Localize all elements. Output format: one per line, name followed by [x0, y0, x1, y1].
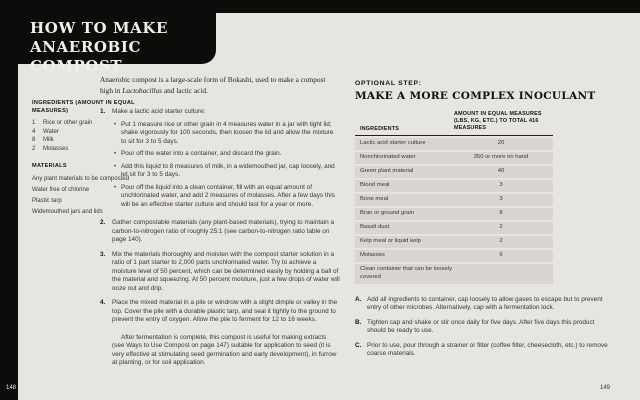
bullet-item: [112, 150, 340, 159]
note-text: Prior to use, pour through a strainer or filter (coffee filter, cheesecloth, etc.) to remove coarse materials.: [367, 341, 608, 358]
table-header-ingredients: INGREDIENTS: [360, 126, 400, 132]
optional-step-column: [355, 80, 615, 365]
table-row: [355, 166, 553, 179]
step-body: [112, 299, 340, 325]
step-number: 2.: [100, 219, 106, 226]
closing-paragraph: After fermentation is complete, this compost is useful for making extracts (see Ways to Use Compost on page 147) suitable for application to seed (it is very effective at stimulating seed germination and early development), in furrow at planting, or for soil application.: [112, 333, 337, 366]
step-number: 4.: [100, 299, 106, 306]
page-title-line1: HOW TO MAKE: [30, 19, 169, 37]
page-number-left: 148: [6, 385, 17, 391]
table-row: [355, 152, 553, 165]
cell-amount: 20: [497, 140, 505, 146]
note-a: [355, 296, 615, 313]
instructions-column: [100, 74, 340, 368]
cell-ingredient: Molasses: [360, 252, 385, 258]
table-row: [355, 250, 553, 263]
step-2: [100, 219, 340, 245]
ingredient-name: Milk: [43, 137, 54, 143]
cell-amount: 350 or more on hand: [473, 154, 529, 160]
bullet-item: [112, 184, 340, 210]
lettered-notes: [355, 296, 615, 360]
note-letter: A.: [355, 295, 362, 303]
cell-ingredient: Bone meal: [360, 196, 389, 202]
step-text: Gather compostable materials (any plant-based materials), trying to maintain a carbon-to-nitrogen ratio of roughly 25:1 (see carbon-to-nitrogen ratio table on page 140).: [112, 219, 334, 243]
ingredient-name: Water: [43, 128, 59, 135]
bullet-marker: [112, 150, 121, 159]
table-row: [355, 264, 553, 284]
table-header-amount: AMOUNT IN EQUAL MEASURES (LBS, KG, ETC.) TO TOTAL 416 MEASURES: [454, 111, 542, 131]
table-header-row: [355, 111, 553, 136]
page-number-right: 149: [599, 385, 610, 391]
bullet-text: Add this liquid to 8 measures of milk, in a widemouthed jar, cap loosely, and let sit for 3 to 5 days.: [121, 162, 335, 178]
step-body: [112, 251, 340, 294]
materials-heading: MATERIALS: [32, 163, 67, 169]
ingredient-qty: 2: [32, 145, 36, 152]
note-letter: B.: [355, 318, 362, 326]
cell-amount: [454, 266, 548, 281]
material-item: Any plant materials to be composted: [32, 175, 130, 182]
ingredient-qty: 4: [32, 128, 36, 135]
cell-ingredient: Green plant material: [360, 168, 414, 174]
cell-amount: 2: [499, 238, 503, 244]
ingredient-qty: 8: [32, 137, 36, 143]
material-item: Water free of chlorine: [32, 186, 90, 193]
bullet-marker: [112, 121, 121, 147]
cell-amount: 8: [499, 210, 503, 216]
ingredients-heading: INGREDIENTS (AMOUNT IN EQUAL MEASURES): [32, 100, 135, 114]
note-b: [355, 319, 615, 336]
note-c: [355, 342, 615, 359]
intro-paragraph: [100, 74, 332, 96]
table-row: [355, 208, 553, 221]
step-4: [100, 299, 340, 325]
cell-amount: 3: [499, 182, 503, 188]
bullet-marker: [112, 184, 121, 210]
table-row: [355, 194, 553, 207]
ingredient-name: Rice or other grain: [43, 120, 93, 126]
cell-amount: 6: [499, 252, 503, 258]
optional-step-kicker: OPTIONAL STEP:: [355, 80, 422, 87]
note-text: Add all ingredients to container, cap loosely to allow gases to escape but to prevent entry of other microbes. Alternatively, cap with a fermentation lock.: [367, 295, 603, 312]
title-box: [0, 0, 216, 75]
intro-text: Anaerobic compost is a large-scale form of Bokashi, used to make a compost high in: [100, 75, 326, 95]
table-row: [355, 236, 553, 249]
inoculant-table: [355, 111, 553, 284]
intro-latin-term: Lactobacillus: [122, 86, 163, 95]
step-number: 3.: [100, 250, 106, 258]
bullet-text: Pour off the water into a container, and discard the grain.: [121, 150, 282, 157]
cell-amount: 2: [499, 224, 503, 230]
cell-ingredient: Clean container that can be loosely covered: [360, 266, 453, 280]
cell-amount: 40: [497, 168, 505, 174]
cell-ingredient: Blood meal: [360, 182, 390, 188]
ingredient-qty: 1: [32, 120, 36, 126]
bullet-item: [112, 121, 340, 147]
step-text: Place the mixed material in a pile or windrow with a slight dimple or valley in the top. Cover the pile with a durable plastic tarp, and seal it tightly to the ground to prevent the entry of oxygen. Allow the pile to ferment for 12 to 16 weeks.: [112, 299, 338, 323]
bullet-text: Put 1 measure rice or other grain in 4 measures water in a jar with tight lid; shake vigorously for 100 seconds, then loosen the lid and allow the mixture to sit for 3 to 5 days.: [121, 120, 334, 145]
table-row: [355, 138, 553, 151]
step-body: [112, 108, 340, 213]
intro-text-end: and lactic acid.: [162, 86, 208, 95]
bullet-item: [112, 163, 340, 180]
step-text: Mix the materials thoroughly and moisten with the compost starter solution in a ratio of 1 part starter to 2,000 parts unchlorinated water. Try to achieve a moisture level of 50 percent, which can be determined easily by holding a ball of the material and squeezing. At 50 percent moisture, just a few drops of water will ooze out and drip.: [112, 250, 340, 292]
cell-ingredient: Lactic acid starter culture: [360, 140, 426, 146]
step-3: [100, 251, 340, 294]
cell-ingredient: Bran or ground grain: [360, 210, 415, 216]
table-row: [355, 180, 553, 193]
note-text: Tighten cap and shake or stir once daily for five days. After five days this product should be ready to use.: [367, 318, 595, 335]
material-item: Plastic tarp: [32, 197, 62, 204]
optional-step-heading: MAKE A MORE COMPLEX INOCULANT: [355, 90, 596, 102]
cell-ingredient: Kelp meal or liquid kelp: [360, 238, 421, 244]
step-1: [100, 108, 340, 213]
step-number: 1.: [100, 108, 106, 115]
ingredient-name: Molasses: [43, 145, 69, 152]
step-text: Make a lactic acid starter culture:: [112, 108, 206, 115]
bullet-text: Pour off the liquid into a clean container, fill with an equal amount of unchlorinated water, and add 2 measures of molasses. After a few days this will be an effective starter culture and should last for a year or more.: [121, 183, 335, 208]
note-letter: C.: [355, 341, 362, 349]
cell-ingredient: Basalt dust: [360, 224, 390, 230]
step-body: [112, 219, 340, 245]
step-1-bullets: [112, 121, 340, 210]
cell-ingredient: Nonchlorinated water: [360, 154, 416, 160]
material-item: Widemouthed jars and lids: [32, 208, 103, 215]
table-row: [355, 222, 553, 235]
cell-amount: 3: [499, 196, 503, 202]
page-title-line2: ANAEROBIC COMPOST: [30, 38, 141, 75]
bullet-marker: [112, 163, 121, 180]
